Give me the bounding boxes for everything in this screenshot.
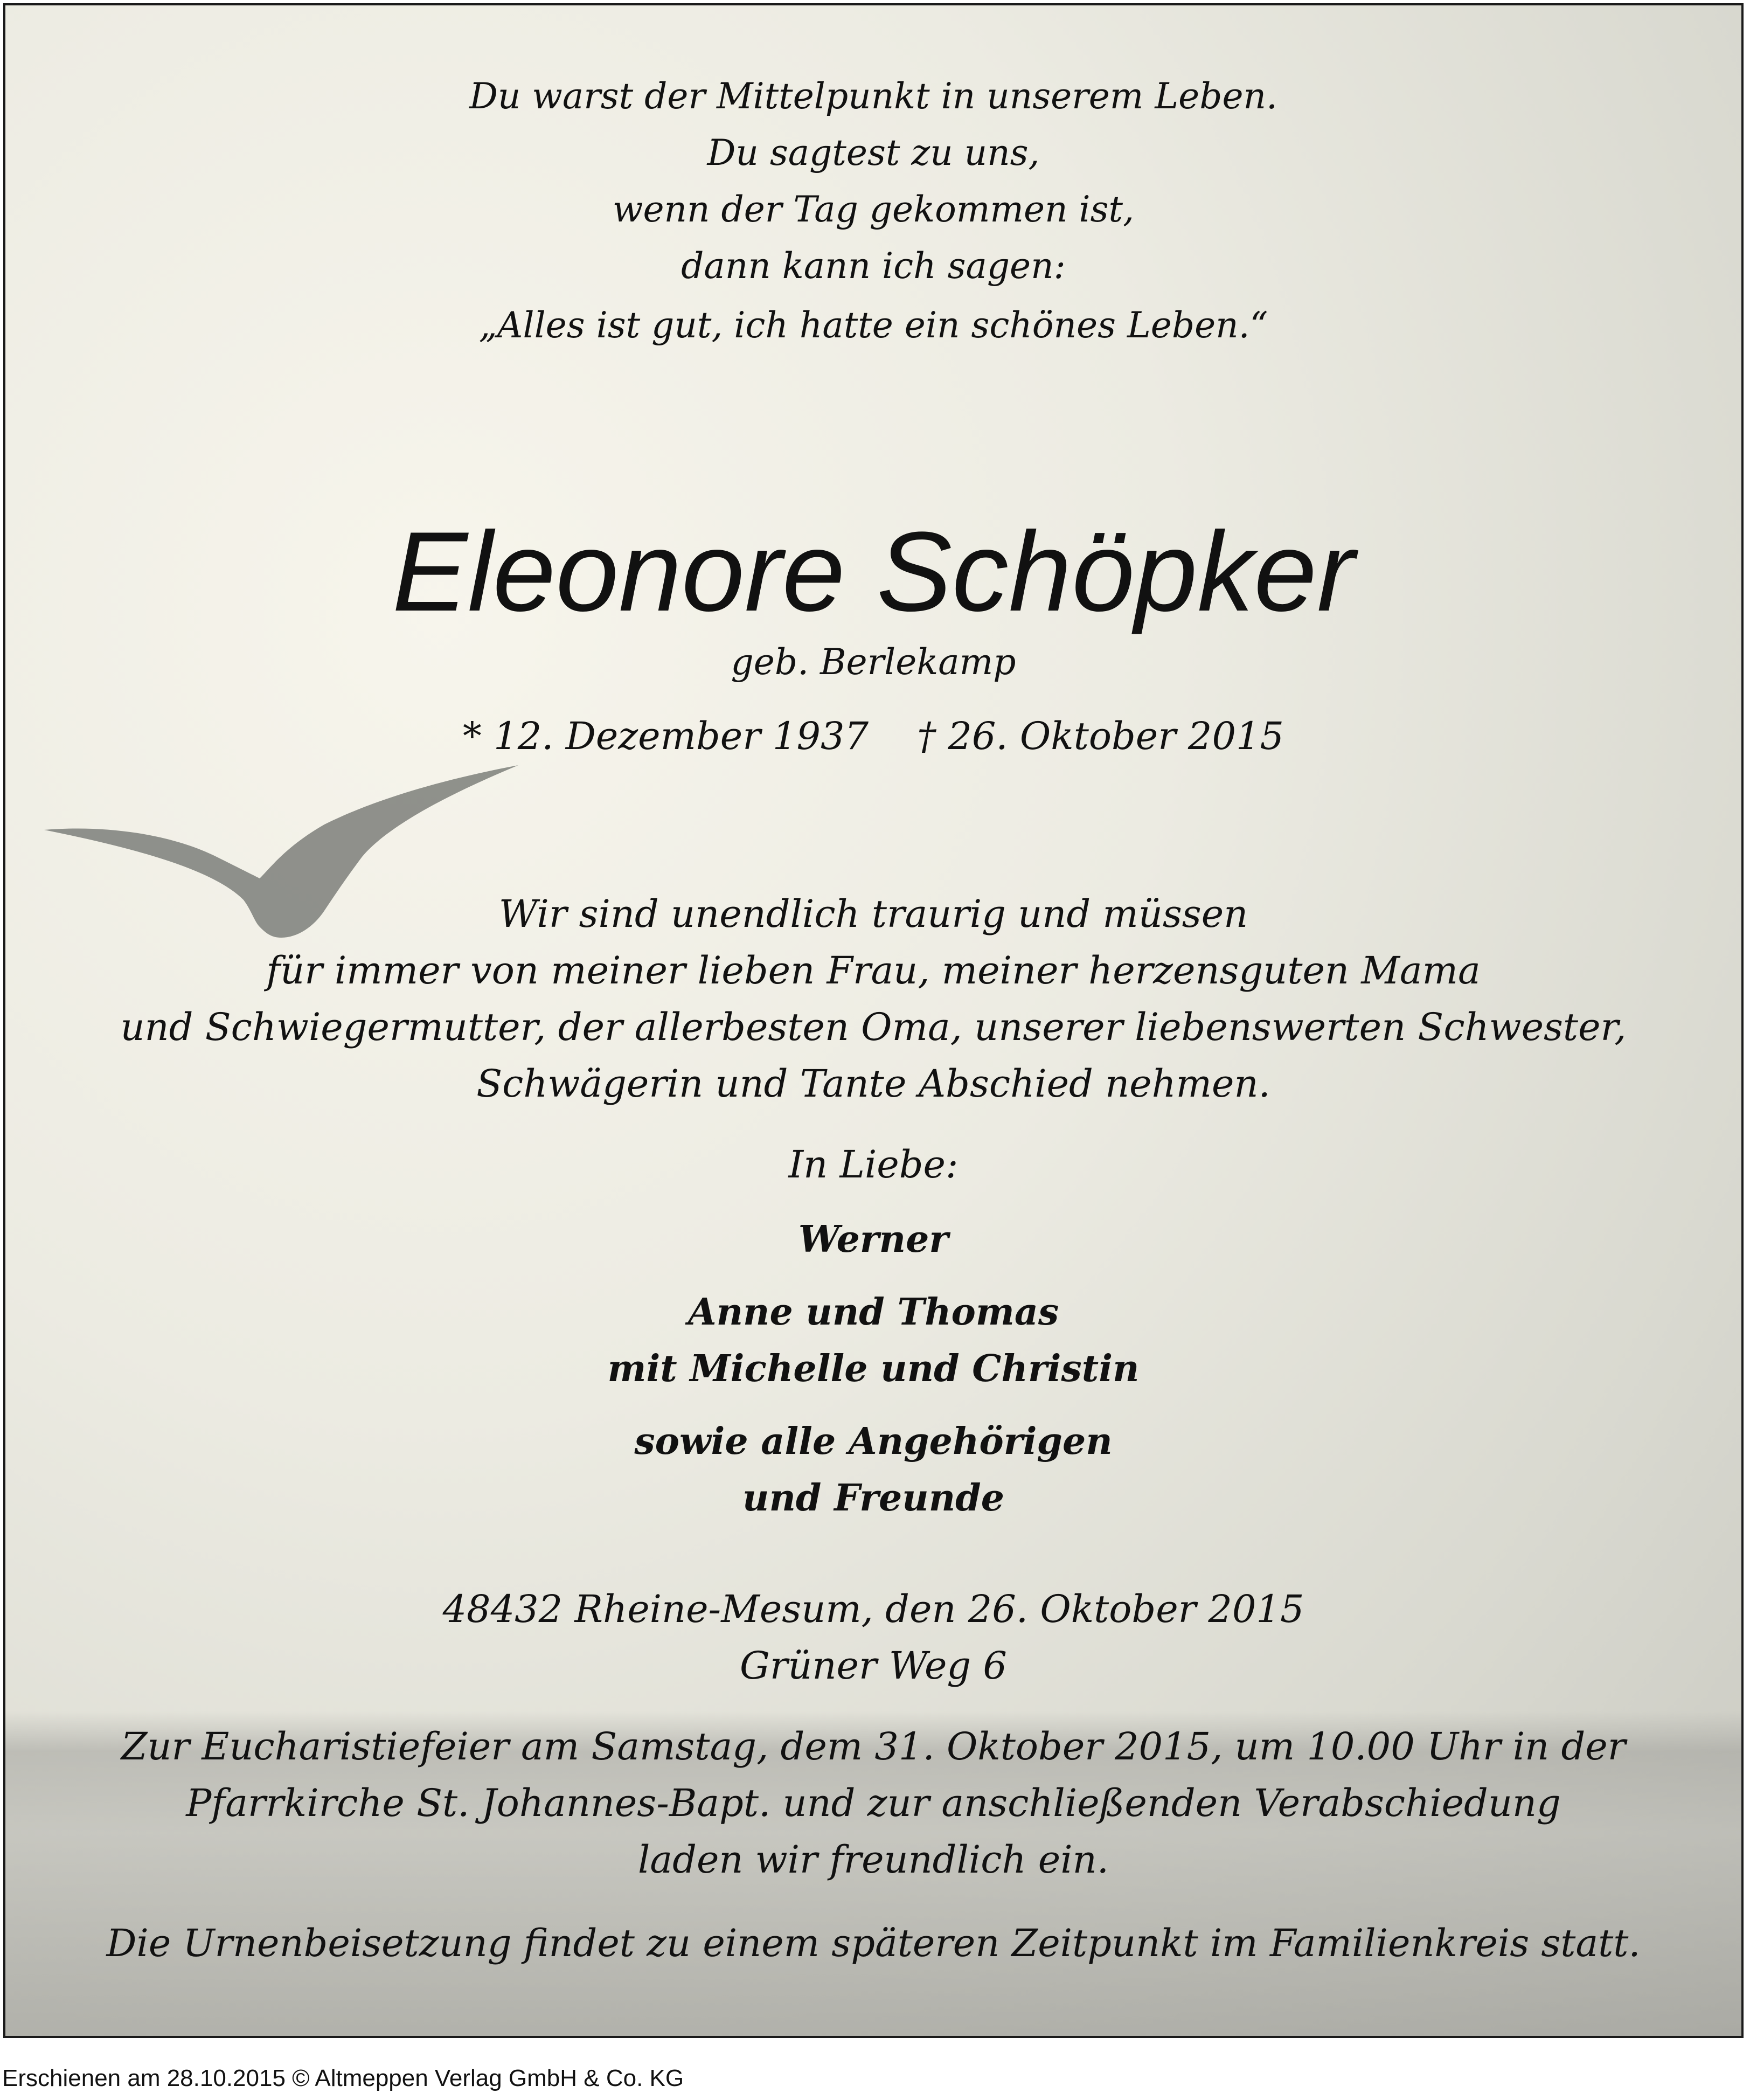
message-line-4: Schwägerin und Tante Abschied nehmen. xyxy=(476,1062,1270,1106)
mourner-2: Anne und Thomas xyxy=(688,1291,1059,1334)
in-love-label: In Liebe: xyxy=(788,1142,959,1187)
mourner-4: sowie alle Angehörigen xyxy=(634,1420,1113,1463)
publication-footer: Erschienen am 28.10.2015 © Altmeppen Verlag GmbH & Co. KG xyxy=(2,2065,684,2091)
verse-line-2: Du sagtest zu uns, xyxy=(707,132,1040,174)
obituary-notice xyxy=(3,3,1744,2038)
mourner-5: und Freunde xyxy=(742,1477,1004,1520)
death-date: † 26. Oktober 2015 xyxy=(917,714,1284,758)
life-dates xyxy=(5,714,1741,758)
message-line-3: und Schwiegermutter, der allerbesten Oma, unserer liebenswerten Schwester, xyxy=(120,1005,1627,1049)
message-line-1: Wir sind unendlich traurig und müssen xyxy=(498,892,1248,936)
verse-line-1: Du warst der Mittelpunkt in unserem Leben. xyxy=(469,75,1278,117)
service-line-3: laden wir freundlich ein. xyxy=(638,1838,1109,1882)
service-line-1: Zur Eucharistiefeier am Samstag, dem 31. Oktober 2015, um 10.00 Uhr in der xyxy=(121,1724,1626,1769)
verse-line-3: wenn der Tag gekommen ist, xyxy=(612,189,1135,230)
service-line-2: Pfarrkirche St. Johannes-Bapt. und zur anschließenden Verabschiedung xyxy=(186,1781,1561,1825)
mourner-1: Werner xyxy=(798,1218,949,1261)
mourner-3: mit Michelle und Christin xyxy=(607,1347,1140,1390)
verse-line-4: dann kann ich sagen: xyxy=(681,245,1066,287)
verse-line-5: „Alles ist gut, ich hatte ein schönes Leben.“ xyxy=(478,304,1268,346)
burial-note: Die Urnenbeisetzung findet zu einem späteren Zeitpunkt im Familienkreis statt. xyxy=(106,1921,1641,1965)
birth-date: * 12. Dezember 1937 xyxy=(462,714,869,758)
deceased-name: Eleonore Schöpker xyxy=(392,508,1355,635)
place-date: 48432 Rheine-Mesum, den 26. Oktober 2015 xyxy=(442,1587,1304,1631)
maiden-name: geb. Berlekamp xyxy=(731,641,1016,683)
street-address: Grüner Weg 6 xyxy=(740,1644,1007,1688)
message-line-2: für immer von meiner lieben Frau, meiner herzensguten Mama xyxy=(266,948,1481,993)
